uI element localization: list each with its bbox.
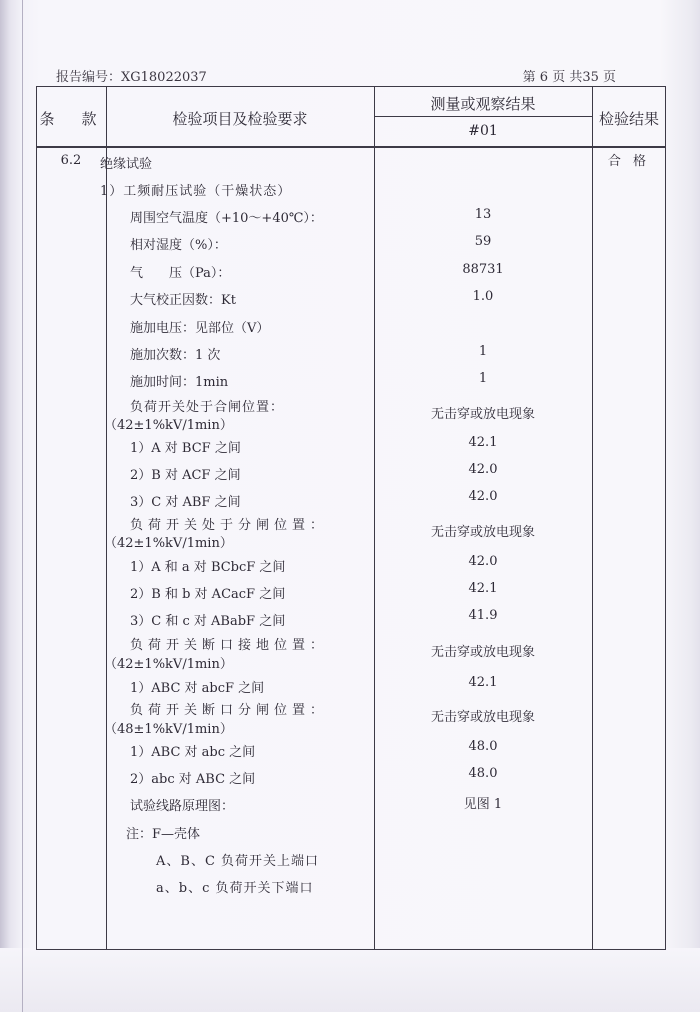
row-item: （42±1%kV/1min）: [104, 418, 233, 433]
row-item: 2）B 对 ACF 之间: [130, 468, 241, 483]
row-item: 施加次数：1 次: [130, 348, 221, 363]
result-value: 合 格: [607, 154, 651, 169]
row-item: 3）C 对 ABF 之间: [130, 495, 241, 510]
page-indicator: 第 6 页 共35 页: [522, 70, 616, 85]
row-item: 1）工频耐压试验（干燥状态）: [100, 184, 292, 199]
row-item: 相对湿度（%）：: [130, 238, 227, 253]
row-value: 48.0: [468, 739, 498, 754]
row-value: 1.0: [472, 289, 494, 304]
row-item: （42±1%kV/1min）: [104, 536, 233, 551]
row-item: a、b、c 负荷开关下端口: [156, 881, 314, 896]
row-item: （42±1%kV/1min）: [104, 657, 233, 672]
result-header: 检验结果: [598, 110, 659, 128]
row-value: 42.1: [468, 435, 498, 450]
column-divider-measure: [592, 86, 593, 950]
row-value: 1: [478, 371, 488, 386]
row-item: 周围空气温度（+10～+40℃）：: [130, 211, 323, 226]
measure-header: 测量或观察结果: [430, 95, 536, 113]
row-value: 88731: [462, 262, 504, 277]
row-value: 42.1: [468, 675, 498, 690]
row-item: 1）A 对 BCF 之间: [130, 441, 241, 456]
row-item: 1）A 和 a 对 BCbcF 之间: [130, 560, 286, 575]
row-value: 41.9: [468, 608, 498, 623]
row-item: A、B、C 负荷开关上端口: [156, 854, 320, 869]
clause-number: 6.2: [60, 153, 82, 168]
row-value: 59: [474, 234, 492, 249]
row-item: 2）abc 对 ABC 之间: [130, 772, 256, 787]
binding-edge: [22, 0, 23, 1012]
row-item: 负荷开关处于合闸位置：: [130, 400, 285, 415]
item-header: 检验项目及检验要求: [172, 110, 308, 128]
row-item: 3）C 和 c 对 ABabF 之间: [130, 614, 286, 629]
row-value: 42.0: [468, 554, 498, 569]
row-item: 气 压（Pa）：: [130, 266, 231, 281]
row-item: 负荷开关处于分闸位置：: [130, 518, 329, 533]
row-value: 42.1: [468, 581, 498, 596]
row-value: 无击穿或放电现象: [430, 407, 535, 422]
row-item: 绝缘试验: [100, 157, 153, 172]
row-value: 见图 1: [463, 797, 503, 812]
row-value: 1: [478, 344, 488, 359]
report-number: 报告编号：XG18022037: [56, 70, 207, 85]
row-value: 无击穿或放电现象: [430, 645, 535, 660]
row-value: 无击穿或放电现象: [430, 710, 535, 725]
row-item: 1）ABC 对 abc 之间: [130, 745, 256, 760]
row-item: 2）B 和 b 对 ACacF 之间: [130, 587, 286, 602]
header-bottom-rule: [36, 146, 666, 148]
row-item: 负荷开关断口分闸位置：: [130, 703, 329, 718]
row-item: 施加电压：见部位（V）: [130, 321, 270, 336]
header-sub-divider: [374, 116, 592, 117]
page-bottom-shadow: [0, 948, 700, 1012]
row-item: 大气校正因数：Kt: [130, 293, 236, 308]
row-item: 1）ABC 对 abcF 之间: [130, 681, 265, 696]
row-item: （48±1%kV/1min）: [104, 722, 233, 737]
row-item: 施加时间：1min: [130, 375, 229, 390]
sample-header: #01: [468, 123, 498, 139]
row-value: 42.0: [468, 462, 498, 477]
row-value: 13: [474, 207, 492, 222]
row-item: 试验线路原理图：: [130, 799, 235, 814]
row-item: 负荷开关断口接地位置：: [130, 638, 329, 653]
row-value: 48.0: [468, 766, 498, 781]
row-item: 注：F—壳体: [126, 827, 201, 842]
column-divider-clause: [106, 86, 107, 950]
row-value: 42.0: [468, 489, 498, 504]
row-value: 无击穿或放电现象: [430, 525, 535, 540]
clause-header: 条 款: [39, 110, 103, 128]
